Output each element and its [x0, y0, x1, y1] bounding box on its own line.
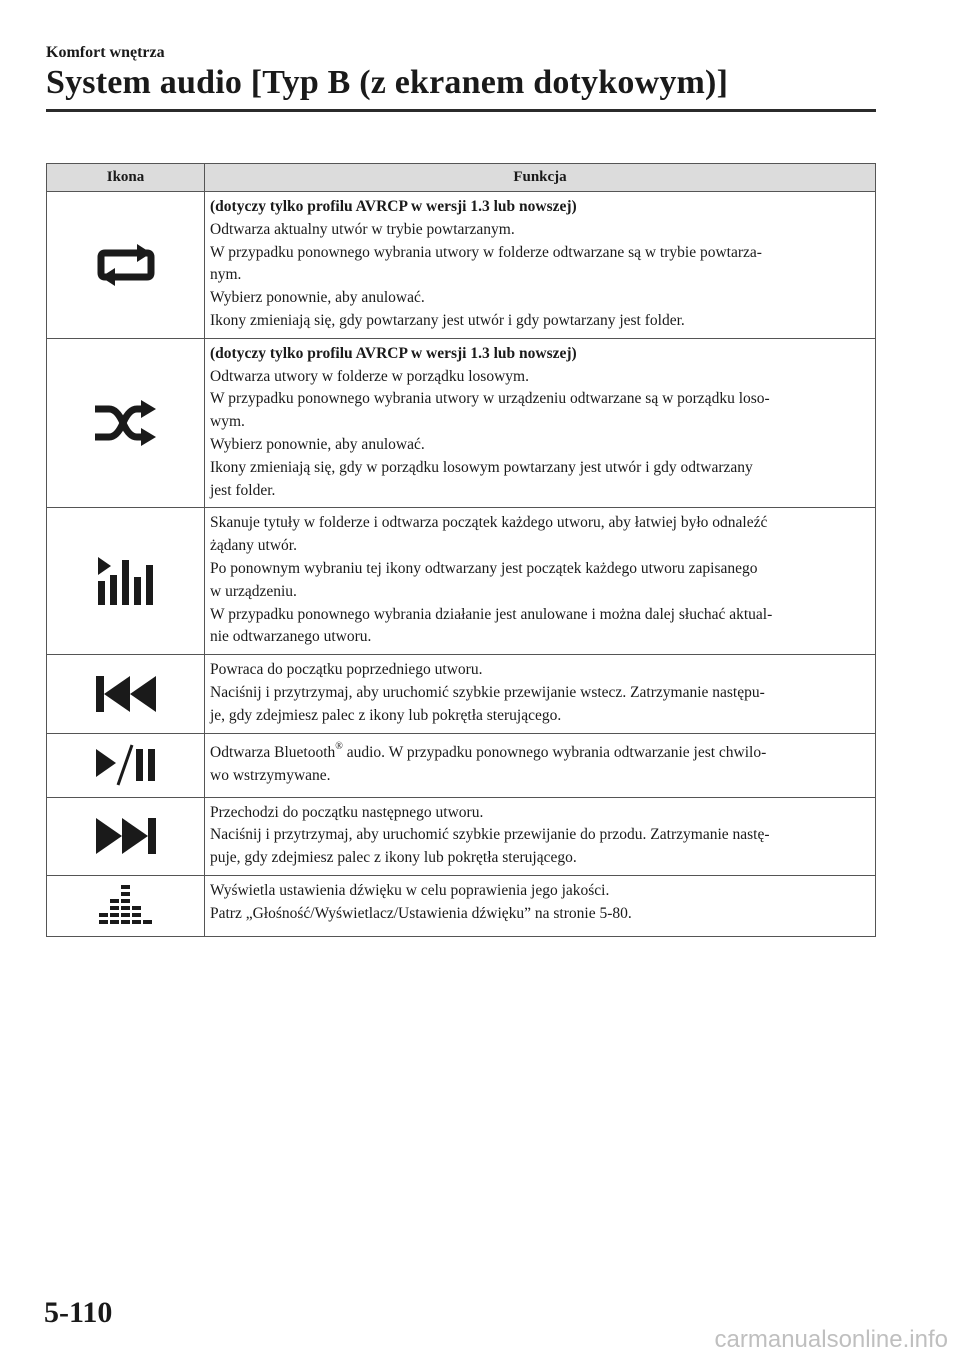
next-track-icon [94, 817, 158, 855]
table-row [47, 797, 876, 875]
description-line: Ikony zmieniają się, gdy w porządku losowym powtarzany jest utwór i gdy odtwarzany [210, 458, 753, 476]
description-line: je, gdy zdejmiesz palec z ikony lub pokrętła sterującego. [210, 706, 562, 724]
scan-icon [95, 557, 157, 605]
description-line: Odtwarza utwory w folderze w porządku losowym. [210, 367, 529, 385]
icon-cell [47, 875, 205, 936]
description-line: Powraca do początku poprzedniego utworu. [210, 661, 483, 679]
watermark: carmanualsonline.info [714, 1326, 948, 1353]
description-line: W przypadku ponownego wybrania utwory w urządzeniu odtwarzane są w porządku loso- [210, 390, 770, 408]
function-description [205, 508, 876, 655]
table-row [47, 338, 876, 508]
description-line: Przechodzi do początku następnego utworu. [210, 803, 484, 821]
icon-cell [47, 733, 205, 797]
description-line: Naciśnij i przytrzymaj, aby uruchomić szybkie przewijanie do przodu. Zatrzymanie nastę- [210, 826, 770, 844]
column-header-icon: Ikona [47, 164, 205, 192]
play-pause-icon [94, 743, 158, 787]
icon-cell [47, 655, 205, 733]
section-label: Komfort wnętrza [46, 44, 165, 61]
previous-track-icon [94, 675, 158, 713]
table-row [47, 655, 876, 733]
icon-function-table [46, 163, 876, 937]
description-text: audio. W przypadku ponownego wybrania odtwarzanie jest chwilo- [342, 743, 767, 761]
description-line: (dotyczy tylko profilu AVRCP w wersji 1.3 lub nowszej) [210, 344, 577, 362]
icon-cell [47, 338, 205, 508]
function-description [205, 192, 876, 339]
description-line: wym. [210, 413, 245, 431]
description-line: w urządzeniu. [210, 582, 297, 600]
function-description [205, 655, 876, 733]
description-line: Po ponownym wybraniu tej ikony odtwarzany jest początek każdego utworu zapisanego [210, 559, 758, 577]
description-line: W przypadku ponownego wybrania utwory w folderze odtwarzane są w trybie powtarza- [210, 243, 762, 261]
description-line: Naciśnij i przytrzymaj, aby uruchomić szybkie przewijanie wstecz. Zatrzymanie następu- [210, 683, 765, 701]
icon-cell [47, 797, 205, 875]
table-header-row [47, 164, 876, 192]
table-row [47, 875, 876, 936]
description-text: Odtwarza Bluetooth [210, 743, 336, 761]
description-line: nym. [210, 266, 242, 284]
registered-mark: ® [335, 740, 343, 752]
icon-cell [47, 192, 205, 339]
table-row [47, 508, 876, 655]
function-description [205, 733, 876, 797]
description-line: Wybierz ponownie, aby anulować. [210, 435, 425, 453]
description-line: puje, gdy zdejmiesz palec z ikony lub pokrętła sterującego. [210, 849, 577, 867]
description-line: Patrz „Głośność/Wyświetlacz/Ustawienia dźwięku” na stronie 5-80. [210, 904, 632, 922]
column-header-function: Funkcja [205, 164, 876, 192]
repeat-icon [95, 243, 157, 287]
function-description [205, 338, 876, 508]
description-line: jest folder. [210, 481, 276, 499]
description-line: Skanuje tytuły w folderze i odtwarza początek każdego utworu, aby łatwiej było odnaleźć [210, 514, 768, 532]
shuffle-icon [93, 400, 159, 446]
description-line: Odtwarza aktualny utwór w trybie powtarzanym. [210, 220, 515, 238]
description-line: żądany utwór. [210, 537, 297, 555]
description-line: (dotyczy tylko profilu AVRCP w wersji 1.3 lub nowszej) [210, 198, 577, 215]
sound-settings-icon [99, 884, 153, 928]
description-line: Ikony zmieniają się, gdy powtarzany jest utwór i gdy powtarzany jest folder. [210, 311, 685, 329]
description-line: Wyświetla ustawienia dźwięku w celu poprawienia jego jakości. [210, 881, 610, 899]
page-title: System audio [Typ B (z ekranem dotykowym)] [46, 64, 729, 101]
table-row [47, 733, 876, 797]
function-description [205, 875, 876, 936]
description-line [210, 742, 869, 765]
description-line: Wybierz ponownie, aby anulować. [210, 289, 425, 307]
function-description [205, 797, 876, 875]
description-line: wo wstrzymywane. [210, 766, 331, 784]
description-line: W przypadku ponownego wybrania działanie jest anulowane i można dalej słuchać aktual- [210, 605, 773, 623]
icon-cell [47, 508, 205, 655]
title-rule [46, 109, 876, 112]
page-number: 5-110 [44, 1296, 113, 1329]
table-row [47, 192, 876, 339]
description-line: nie odtwarzanego utworu. [210, 628, 372, 646]
